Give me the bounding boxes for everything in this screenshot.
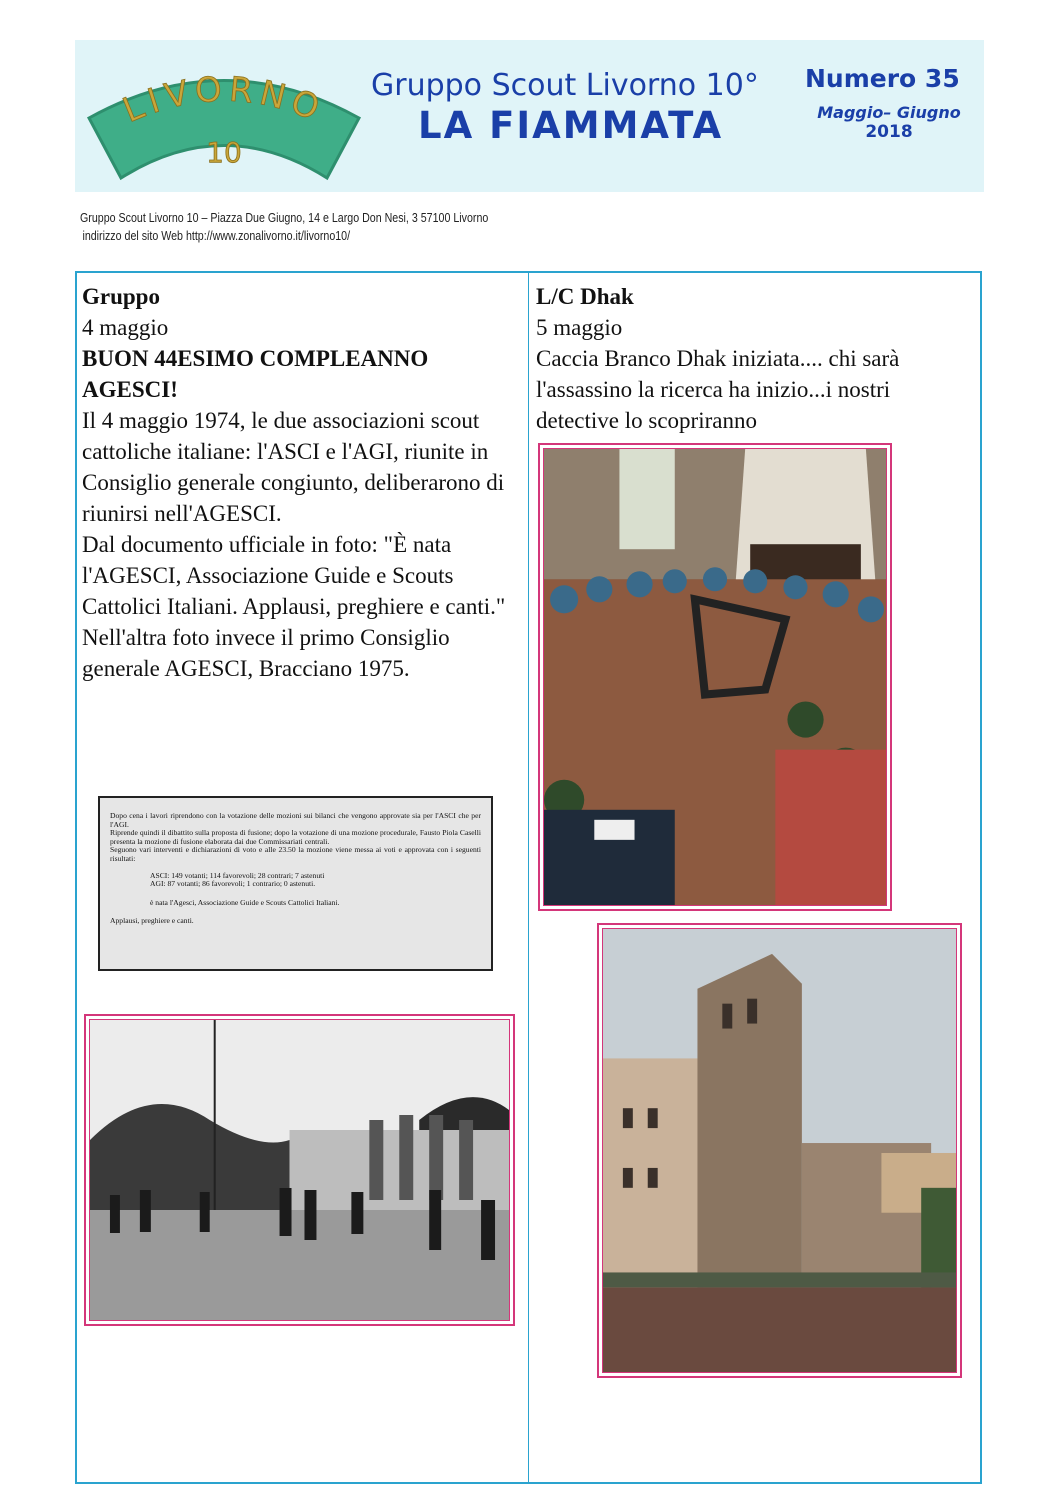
article-lc-dhak [536, 281, 976, 436]
livorno-10-badge [79, 58, 369, 190]
article-date: 5 maggio [536, 315, 623, 340]
doc-born-line: è nata l'Agesci, Associazione Guide e Scouts Cattolici Italiani. [150, 897, 340, 907]
issue-months: Maggio– Giugno [817, 103, 961, 122]
column-divider [528, 273, 529, 1482]
photo-image [90, 1020, 509, 1320]
photo-caccia-branco [538, 443, 892, 911]
doc-paragraph: Dopo cena i lavori riprendono con la votazione delle mozioni sui bilanci che vengono approvate sia per l'ASCI che per l'AGI. [110, 811, 481, 829]
website-line: indirizzo del sito Web http://www.zonalivorno.it/livorno10/ [82, 228, 351, 243]
photo-stone-tower [597, 923, 962, 1378]
doc-paragraph: Riprende quindi il dibattito sulla proposta di fusione; dopo la votazione di una mozione procedurale, Fausto Piola Caselli presenta la mozione di fusione elaborata dai due Commissariati centrali. [110, 828, 481, 846]
group-name: Gruppo Scout Livorno 10° [371, 68, 759, 103]
issue-year: 2018 [865, 122, 913, 142]
section-title: L/C Dhak [536, 284, 634, 309]
photo-image [603, 929, 956, 1372]
photo-image [544, 449, 886, 905]
badge-text: LIVORNO [117, 69, 331, 132]
doc-agi-result: AGI: 87 votanti; 86 favorevoli; 1 contrario; 0 astenuti. [150, 879, 316, 889]
section-title: Gruppo [82, 284, 160, 309]
article-headline: BUON 44ESIMO COMPLEANNO AGESCI! [82, 346, 429, 402]
masthead [75, 40, 984, 192]
badge-number: 10 [206, 136, 242, 169]
article-paragraph: Dal documento ufficiale in foto: "È nata l'AGESCI, Associazione Guide e Scouts Cattolici Italiani. Applausi, preghiere e canti." [82, 532, 506, 619]
doc-paragraph: Seguono vari interventi e dichiarazioni di voto e alle 23.50 la mozione viene messa ai voti e approvata con i seguenti risultati: [110, 845, 481, 863]
doc-asci-result: ASCI: 149 votanti; 114 favorevoli; 28 contrari; 7 astenuti [150, 870, 325, 880]
article-date: 4 maggio [82, 315, 169, 340]
issue-number: Numero 35 [805, 64, 960, 93]
article-paragraph: Caccia Branco Dhak iniziata.... chi sarà l'assassino la ricerca ha inizio...i nostri detective lo scopriranno [536, 346, 900, 433]
address-block [80, 209, 488, 245]
photo-first-council-1975 [84, 1014, 515, 1326]
article-gruppo [82, 281, 522, 684]
doc-closing: Applausi, preghiere e canti. [110, 916, 194, 926]
official-document-excerpt [98, 796, 493, 971]
article-paragraph: Il 4 maggio 1974, le due associazioni scout cattoliche italiane: l'ASCI e l'AGI, riunite in Consiglio generale congiunto, deliberarono di riunirsi nell'AGESCI. [82, 408, 505, 526]
address-line: Gruppo Scout Livorno 10 – Piazza Due Giugno, 14 e Largo Don Nesi, 3 57100 Livorno [80, 210, 489, 225]
magazine-title: LA FIAMMATA [418, 104, 724, 147]
article-paragraph: Nell'altra foto invece il primo Consiglio generale AGESCI, Bracciano 1975. [82, 625, 450, 681]
